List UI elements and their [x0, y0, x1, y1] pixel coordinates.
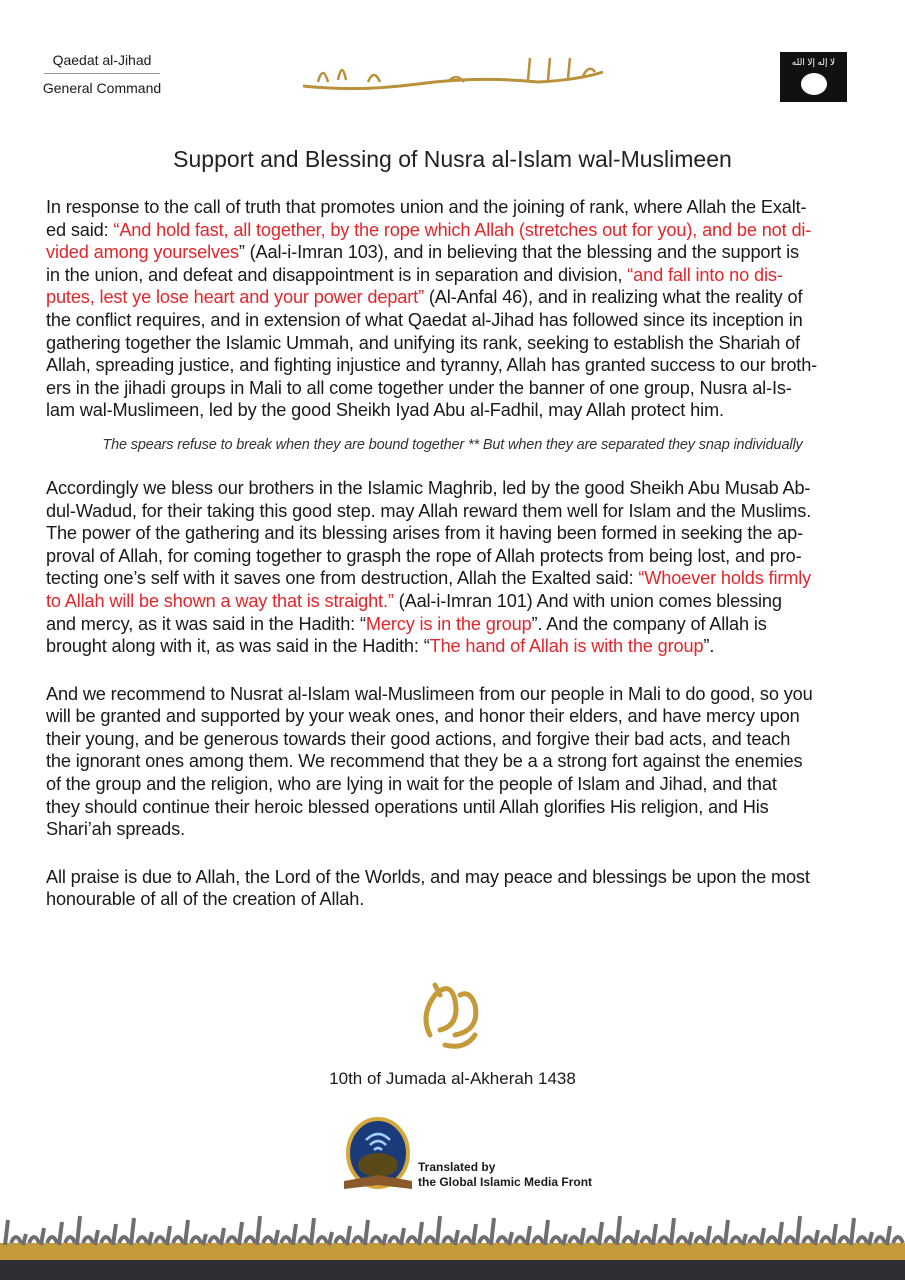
bismillah-calligraphy-icon — [298, 52, 608, 98]
flag-text: لا إله إلا الله — [791, 57, 836, 67]
text-line — [46, 728, 866, 751]
text-span: ed said: — [46, 219, 114, 240]
document-date: 10th of Jumada al-Akherah 1438 — [329, 1069, 576, 1088]
text-line — [46, 196, 866, 219]
org-name — [38, 52, 166, 96]
text-line — [46, 705, 866, 728]
text-line — [46, 500, 866, 523]
text-line — [46, 683, 866, 706]
text-span: ”. — [703, 636, 715, 657]
text-line — [46, 773, 866, 796]
text-span: All praise is due to Allah, the Lord of the Worlds, and may peace and blessings be upon the most — [46, 866, 810, 887]
text-span: dul-Wadud, for their taking this good step. may Allah reward them well for Islam and the Muslims. — [46, 500, 812, 521]
text-span: of the group and the religion, who are lying in wait for the people of Islam and Jihad, and that — [46, 774, 777, 795]
text-span: ”. And the company of Allah is — [531, 613, 767, 634]
text-span: in the union, and defeat and disappointment is in separation and division, — [46, 264, 628, 285]
text-span: they should continue their heroic blessed operations until Allah glorifies His religion, and His — [46, 796, 769, 817]
text-span: gathering together the Islamic Ummah, and unifying its rank, seeking to establish the Shariah of — [46, 332, 800, 353]
text-span: (Aal-i-Imran 101) And with union comes blessing — [393, 590, 782, 611]
paragraph — [46, 683, 866, 841]
text-span: Allah, spreading justice, and fighting injustice and tyranny, Allah has granted success to our broth- — [46, 355, 818, 376]
quoted-verse: The hand of Allah is with the group — [429, 636, 704, 657]
text-span: brought along with it, as was said in the Hadith: “ — [46, 636, 430, 657]
text-span: tecting one’s self with it saves one from destruction, Allah the Exalted said: — [46, 568, 639, 589]
credit-line-1: Translated by — [418, 1160, 496, 1174]
poetry-quote: The spears refuse to break when they are bound together ** But when they are separated they snap individually — [102, 436, 803, 453]
org-line-1: Qaedat al-Jihad — [44, 52, 160, 74]
text-span: (Al-Anfal 46), and in realizing what the reality of — [424, 287, 803, 308]
text-line — [46, 264, 866, 287]
text-line — [46, 332, 866, 355]
decorative-calligraphy-footer — [0, 1205, 905, 1280]
org-line-2: General Command — [42, 80, 162, 96]
quoted-verse: to Allah will be shown a way that is straight.” — [46, 590, 394, 611]
quoted-verse: putes, lest ye lose heart and your power depart” — [46, 287, 424, 308]
quoted-verse: “and fall into no dis- — [627, 264, 783, 285]
text-line — [46, 399, 866, 422]
text-span: In response to the call of truth that promotes union and the joining of rank, where Allah the Exalt- — [46, 197, 807, 217]
text-line — [46, 354, 866, 377]
quoted-verse: Mercy is in the group — [365, 613, 532, 634]
text-line — [46, 750, 866, 773]
paragraph — [46, 477, 866, 658]
signature-emblem-icon — [410, 975, 490, 1055]
text-line — [46, 219, 866, 242]
text-span: the conflict requires, and in extension of what Qaedat al-Jihad has followed since its inception in — [46, 309, 803, 330]
credit-line-2: the Global Islamic Media Front — [418, 1175, 593, 1189]
text-span: The power of the gathering and its blessing arises from it having been formed in seeking the ap- — [46, 523, 803, 544]
text-line — [46, 590, 866, 613]
text-span: the ignorant ones among them. We recommend that they be a a strong fort against the enemies — [46, 751, 803, 772]
text-span: ers in the jihadi groups in Mali to all come together under the banner of one group, Nusra al-Is- — [46, 377, 792, 398]
text-span: honourable of all of the creation of Allah. — [46, 889, 365, 910]
text-span: Shari’ah spreads. — [46, 819, 185, 840]
text-line — [46, 635, 866, 658]
quoted-verse: vided among yourselves — [46, 242, 239, 263]
gimf-logo-icon — [336, 1115, 416, 1197]
text-span: will be granted and supported by your weak ones, and honor their elders, and have mercy upon — [46, 706, 800, 727]
text-line — [46, 888, 866, 911]
text-line — [46, 567, 866, 590]
paragraph — [46, 866, 866, 911]
text-span: And we recommend to Nusrat al-Islam wal-Muslimeen from our people in Mali to do good, so you — [46, 683, 813, 704]
paragraph — [46, 196, 866, 422]
text-span: lam wal-Muslimeen, led by the good Sheikh Iyad Abu al-Fadhil, may Allah protect him. — [46, 400, 724, 421]
text-line — [46, 866, 866, 889]
text-span: their young, and be generous towards their good actions, and forgive their bad acts, and teach — [46, 728, 791, 749]
text-line — [46, 286, 866, 309]
text-line — [46, 477, 866, 500]
text-span: proval of Allah, for coming together to grasph the rope of Allah protects from being lost, and pro- — [46, 545, 802, 566]
text-line — [46, 796, 866, 819]
text-span: and mercy, as it was said in the Hadith: “ — [46, 613, 366, 634]
text-line — [46, 818, 866, 841]
text-line — [46, 377, 866, 400]
text-span: ” (Aal-i-Imran 103), and in believing that the blessing and the support is — [238, 242, 799, 263]
text-line — [46, 613, 866, 636]
translation-credit — [418, 1160, 592, 1190]
document-body — [46, 196, 866, 936]
page-title: Support and Blessing of Nusra al-Islam wal-Muslimeen — [173, 146, 732, 172]
black-flag-icon — [780, 52, 847, 102]
text-line — [46, 545, 866, 568]
text-line — [46, 241, 866, 264]
text-line — [46, 309, 866, 332]
quoted-verse: “And hold fast, all together, by the rope which Allah (stretches out for you), and be not di- — [113, 219, 812, 240]
text-span: Accordingly we bless our brothers in the Islamic Maghrib, led by the good Sheikh Abu Musab Ab- — [46, 477, 811, 498]
quoted-verse: “Whoever holds firmly — [638, 568, 812, 589]
text-line — [46, 522, 866, 545]
